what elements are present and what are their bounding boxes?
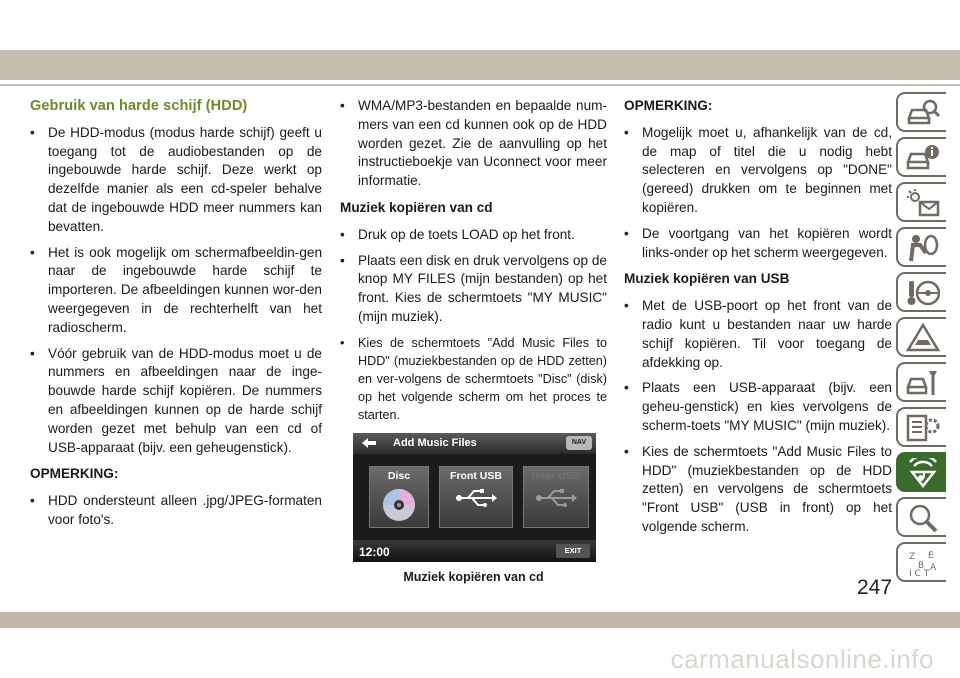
- watermark-text: carmanualsonline.info: [670, 644, 934, 674]
- column-1: [30, 97, 322, 537]
- tab-search[interactable]: [896, 497, 946, 537]
- exit-button: EXIT: [556, 544, 590, 558]
- tab-index[interactable]: [896, 542, 946, 582]
- bullet-item: • De HDD-modus (modus harde schijf) geeft u toegang tot de audiobestanden op de ingebouwde harde schijf. Deze werkt op dezelfde manier als een cd-speler behalve dat de ingebouwde HDD meer nummers kan bevatten.: [30, 124, 322, 234]
- tab-steering[interactable]: [896, 272, 946, 312]
- figure-caption: Muziek kopiëren van cd: [403, 569, 544, 584]
- index-icon: [906, 548, 940, 578]
- screen-title: Add Music Files: [393, 436, 477, 449]
- bullet-item: • Druk op de toets LOAD op het front.: [340, 226, 575, 242]
- search-icon: [906, 503, 940, 533]
- bullet-item: • Mogelijk moet u, afhankelijk van de cd, de map of titel die u nodig hebt selecteren en vervolgens op "DONE" (gereed) drukken om te beginnen met kopiëren.: [624, 124, 892, 215]
- tab-multimedia[interactable]: [896, 452, 946, 492]
- nav-badge: NAV: [566, 436, 592, 450]
- svg-text:A: A: [930, 563, 937, 573]
- bullet-item: • Kies de schermtoets "Add Music Files to HDD" (muziekbestanden op de HDD zetten) en vervolgens de schermtoets "Front USB" (USB in front) op het volgende scherm.: [624, 443, 892, 534]
- bullet-item: • Plaats een USB-apparaat (bijv. een geheu-genstick) en kies vervolgens de scherm-toets "MY MUSIC" (mijn muziek).: [624, 380, 892, 433]
- usb-icon: [454, 487, 498, 509]
- tab-road-warning[interactable]: [896, 317, 946, 357]
- road-warning-icon: [906, 323, 940, 353]
- specifications-icon: [906, 413, 940, 443]
- tab-airbag[interactable]: [896, 227, 946, 267]
- rear-usb-tile: Rear USB: [523, 466, 589, 528]
- car-info-icon: [906, 143, 940, 173]
- tab-specifications[interactable]: [896, 407, 946, 447]
- footer-band: [0, 612, 960, 628]
- usb-icon: [534, 487, 578, 509]
- subheading: Muziek kopiëren van cd: [340, 199, 493, 215]
- back-arrow-icon: [361, 437, 377, 449]
- page-number: 247: [857, 576, 893, 599]
- bullet-item: • HDD ondersteunt alleen .jpg/JPEG-formaten voor foto's.: [30, 493, 322, 527]
- svg-text:I C T: I C T: [909, 569, 930, 578]
- subheading: Muziek kopiëren van USB: [624, 271, 790, 287]
- header-rule: [0, 84, 960, 86]
- warning-lights-icon: [906, 188, 940, 218]
- note-heading: OPMERKING:: [30, 466, 119, 482]
- bullet-item: • WMA/MP3-bestanden en bepaalde num-mers van een cd kunnen ook op de HDD worden gezet. Zie de aanvulling op het instructieboekje van Uconnect voor meer informatie.: [340, 98, 607, 189]
- car-search-icon: [906, 98, 940, 128]
- svg-text:Z: Z: [909, 552, 916, 562]
- tab-car-search[interactable]: [896, 92, 946, 132]
- svg-text:B: B: [918, 561, 925, 571]
- bullet-item: • Plaats een disk en druk vervolgens op de knop MY FILES (mijn bestanden) op het front. Kies de schermtoets "MY MUSIC" (mijn muziek).: [340, 252, 607, 324]
- screen-footer: [353, 540, 596, 562]
- column-3: [624, 97, 892, 544]
- bullet-item: • Kies de schermtoets "Add Music Files to HDD" (muziekbestanden op de HDD zetten) en ver-volgens de schermtoets "Disc" (disk) op het volgende scherm om het proces te starten.: [340, 335, 607, 422]
- chapter-tabs: [896, 92, 946, 587]
- bullet-item: • De voortgang van het kopiëren wordt links-onder op het scherm weergegeven.: [624, 225, 892, 260]
- screen-title-bar: [353, 433, 596, 454]
- header-band: [0, 50, 960, 80]
- section-title: Gebruik van harde schijf (HDD): [30, 98, 248, 114]
- steering-wheel-icon: [906, 278, 940, 308]
- clock-text: 12:00: [359, 544, 390, 559]
- svg-text:E: E: [928, 551, 934, 561]
- bullet-item: • Vóór gebruik van de HDD-modus moet u de nummers en afbeeldingen naar de inge-bouwde harde schijf kopiëren. De nummers en afbeeldingen kunnen op de harde schijf worden gezet met behulp van een cd of USB-apparaat (bijv. een geheugenstick).: [30, 345, 322, 455]
- disc-icon: [381, 487, 417, 523]
- radio-screen-image: [353, 433, 596, 562]
- front-usb-tile: Front USB: [439, 466, 513, 528]
- airbag-icon: [906, 233, 940, 263]
- car-tools-icon: [906, 368, 940, 398]
- note-heading: OPMERKING:: [624, 98, 713, 113]
- multimedia-icon: [906, 458, 940, 488]
- bullet-item: • Met de USB-poort op het front van de radio kunt u bestanden naar uw harde schijf kopiëren. Til voor toegang de afdekking op.: [624, 298, 892, 370]
- tab-car-info[interactable]: [896, 137, 946, 177]
- column-2: [340, 97, 607, 587]
- tab-car-tools[interactable]: [896, 362, 946, 402]
- bullet-item: • Het is ook mogelijk om schermafbeeldin-gen naar de ingebouwde harde schijf te importeren. De afbeeldingen kunnen wor-den weergegeven in de rechterhelft van het radioscherm.: [30, 244, 322, 335]
- disc-tile: Disc: [369, 466, 429, 528]
- tab-warning-lights[interactable]: [896, 182, 946, 222]
